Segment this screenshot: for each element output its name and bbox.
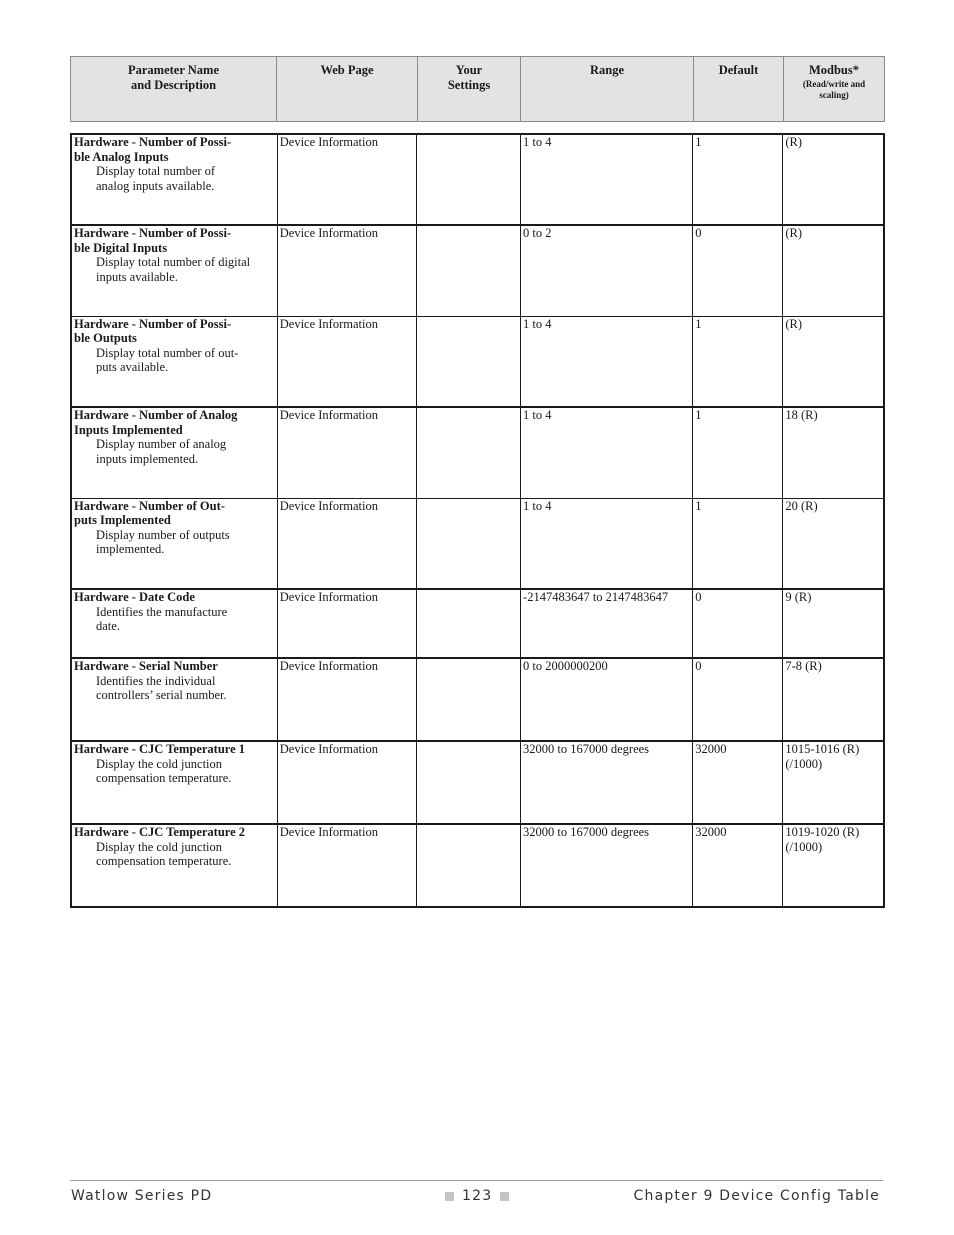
web-page-cell: Device Information	[277, 824, 416, 907]
table-row	[71, 134, 884, 225]
web-page-cell: Device Information	[277, 658, 416, 741]
default-cell: 32000	[693, 741, 783, 824]
parameter-cell	[71, 498, 277, 589]
modbus-cell: (R)	[783, 134, 884, 225]
parameter-name: Hardware - CJC Temperature 2	[74, 825, 246, 839]
parameter-cell	[71, 407, 277, 498]
header-parameter: Parameter Name and Description	[71, 57, 277, 122]
footer-divider	[70, 1180, 883, 1181]
parameter-cell	[71, 316, 277, 407]
range-cell: 32000 to 167000 degrees	[521, 741, 693, 824]
parameter-description: Display total number of out- puts available.	[96, 345, 239, 374]
range-cell: 1 to 4	[521, 316, 693, 407]
parameter-cell	[71, 225, 277, 316]
page-number-block	[445, 1188, 509, 1204]
parameter-cell	[71, 658, 277, 741]
modbus-cell: (R)	[783, 225, 884, 316]
square-bullet-icon	[500, 1192, 509, 1201]
web-page-cell: Device Information	[277, 589, 416, 658]
parameter-description: Display the cold junction compensation temperature.	[96, 756, 232, 785]
table-row	[71, 741, 884, 824]
header-default: Default	[694, 57, 784, 122]
header-web-page: Web Page	[277, 57, 418, 122]
range-cell: -2147483647 to 2147483647	[521, 589, 693, 658]
parameter-name: Hardware - Date Code	[74, 590, 195, 604]
table-row	[71, 225, 884, 316]
default-cell: 1	[693, 316, 783, 407]
web-page-cell: Device Information	[277, 498, 416, 589]
default-cell: 32000	[693, 824, 783, 907]
modbus-cell: 20 (R)	[783, 498, 884, 589]
footer-title: Watlow Series PD	[71, 1188, 213, 1204]
header-modbus: Modbus* (Read/write and scaling)	[784, 57, 885, 122]
parameter-cell	[71, 589, 277, 658]
table-row	[71, 407, 884, 498]
range-cell: 1 to 4	[521, 134, 693, 225]
default-cell: 0	[693, 658, 783, 741]
default-cell: 0	[693, 589, 783, 658]
parameter-description: Identifies the manufacture date.	[96, 604, 228, 633]
parameter-name: Hardware - CJC Temperature 1	[74, 742, 246, 756]
parameter-description: Display the cold junction compensation temperature.	[96, 839, 232, 868]
parameter-description: Display number of outputs implemented.	[96, 527, 230, 556]
web-page-cell: Device Information	[277, 225, 416, 316]
parameter-name: Hardware - Number of Analog Inputs Implemented	[74, 408, 238, 437]
default-cell: 1	[693, 134, 783, 225]
page-number: 123	[462, 1188, 493, 1204]
web-page-cell: Device Information	[277, 741, 416, 824]
table-row	[71, 824, 884, 907]
table-row	[71, 316, 884, 407]
your-settings-cell	[416, 741, 520, 824]
your-settings-cell	[416, 134, 520, 225]
parameter-name: Hardware - Serial Number	[74, 659, 218, 673]
header-your-settings: Your Settings	[418, 57, 521, 122]
your-settings-cell	[416, 316, 520, 407]
your-settings-cell	[416, 658, 520, 741]
modbus-cell: 9 (R)	[783, 589, 884, 658]
your-settings-cell	[416, 407, 520, 498]
web-page-cell: Device Information	[277, 134, 416, 225]
range-cell: 0 to 2	[521, 225, 693, 316]
default-cell: 1	[693, 498, 783, 589]
range-cell: 32000 to 167000 degrees	[521, 824, 693, 907]
parameter-description: Display total number of analog inputs available.	[96, 164, 216, 193]
square-bullet-icon	[445, 1192, 454, 1201]
web-page-cell: Device Information	[277, 407, 416, 498]
parameter-description: Identifies the individual controllers’ serial number.	[96, 673, 227, 702]
table-row	[71, 589, 884, 658]
parameter-cell	[71, 134, 277, 225]
header-modbus-note: (Read/write and scaling)	[802, 79, 866, 100]
your-settings-cell	[416, 225, 520, 316]
your-settings-cell	[416, 824, 520, 907]
modbus-cell: 18 (R)	[783, 407, 884, 498]
parameter-description: Display number of analog inputs implemented.	[96, 437, 227, 466]
parameter-name: Hardware - Number of Possi- ble Digital Inputs	[74, 226, 232, 255]
parameter-cell	[71, 824, 277, 907]
range-cell: 1 to 4	[521, 407, 693, 498]
modbus-cell: (R)	[783, 316, 884, 407]
your-settings-cell	[416, 589, 520, 658]
range-cell: 0 to 2000000200	[521, 658, 693, 741]
modbus-cell: 7-8 (R)	[783, 658, 884, 741]
default-cell: 1	[693, 407, 783, 498]
parameter-name: Hardware - Number of Possi- ble Outputs	[74, 316, 232, 345]
header-row	[71, 57, 885, 122]
table-row	[71, 658, 884, 741]
range-cell: 1 to 4	[521, 498, 693, 589]
column-header-table	[70, 56, 885, 122]
footer-chapter: Chapter 9 Device Config Table	[633, 1188, 880, 1204]
parameter-name: Hardware - Number of Out- puts Implemented	[74, 498, 225, 527]
parameter-name: Hardware - Number of Possi- ble Analog Inputs	[74, 135, 232, 164]
your-settings-cell	[416, 498, 520, 589]
parameter-table	[70, 133, 885, 908]
header-range: Range	[521, 57, 694, 122]
parameter-cell	[71, 741, 277, 824]
parameter-description: Display total number of digital inputs available.	[96, 255, 251, 284]
default-cell: 0	[693, 225, 783, 316]
modbus-cell: 1015-1016 (R) (/1000)	[783, 741, 884, 824]
web-page-cell: Device Information	[277, 316, 416, 407]
table-row	[71, 498, 884, 589]
modbus-cell: 1019-1020 (R) (/1000)	[783, 824, 884, 907]
